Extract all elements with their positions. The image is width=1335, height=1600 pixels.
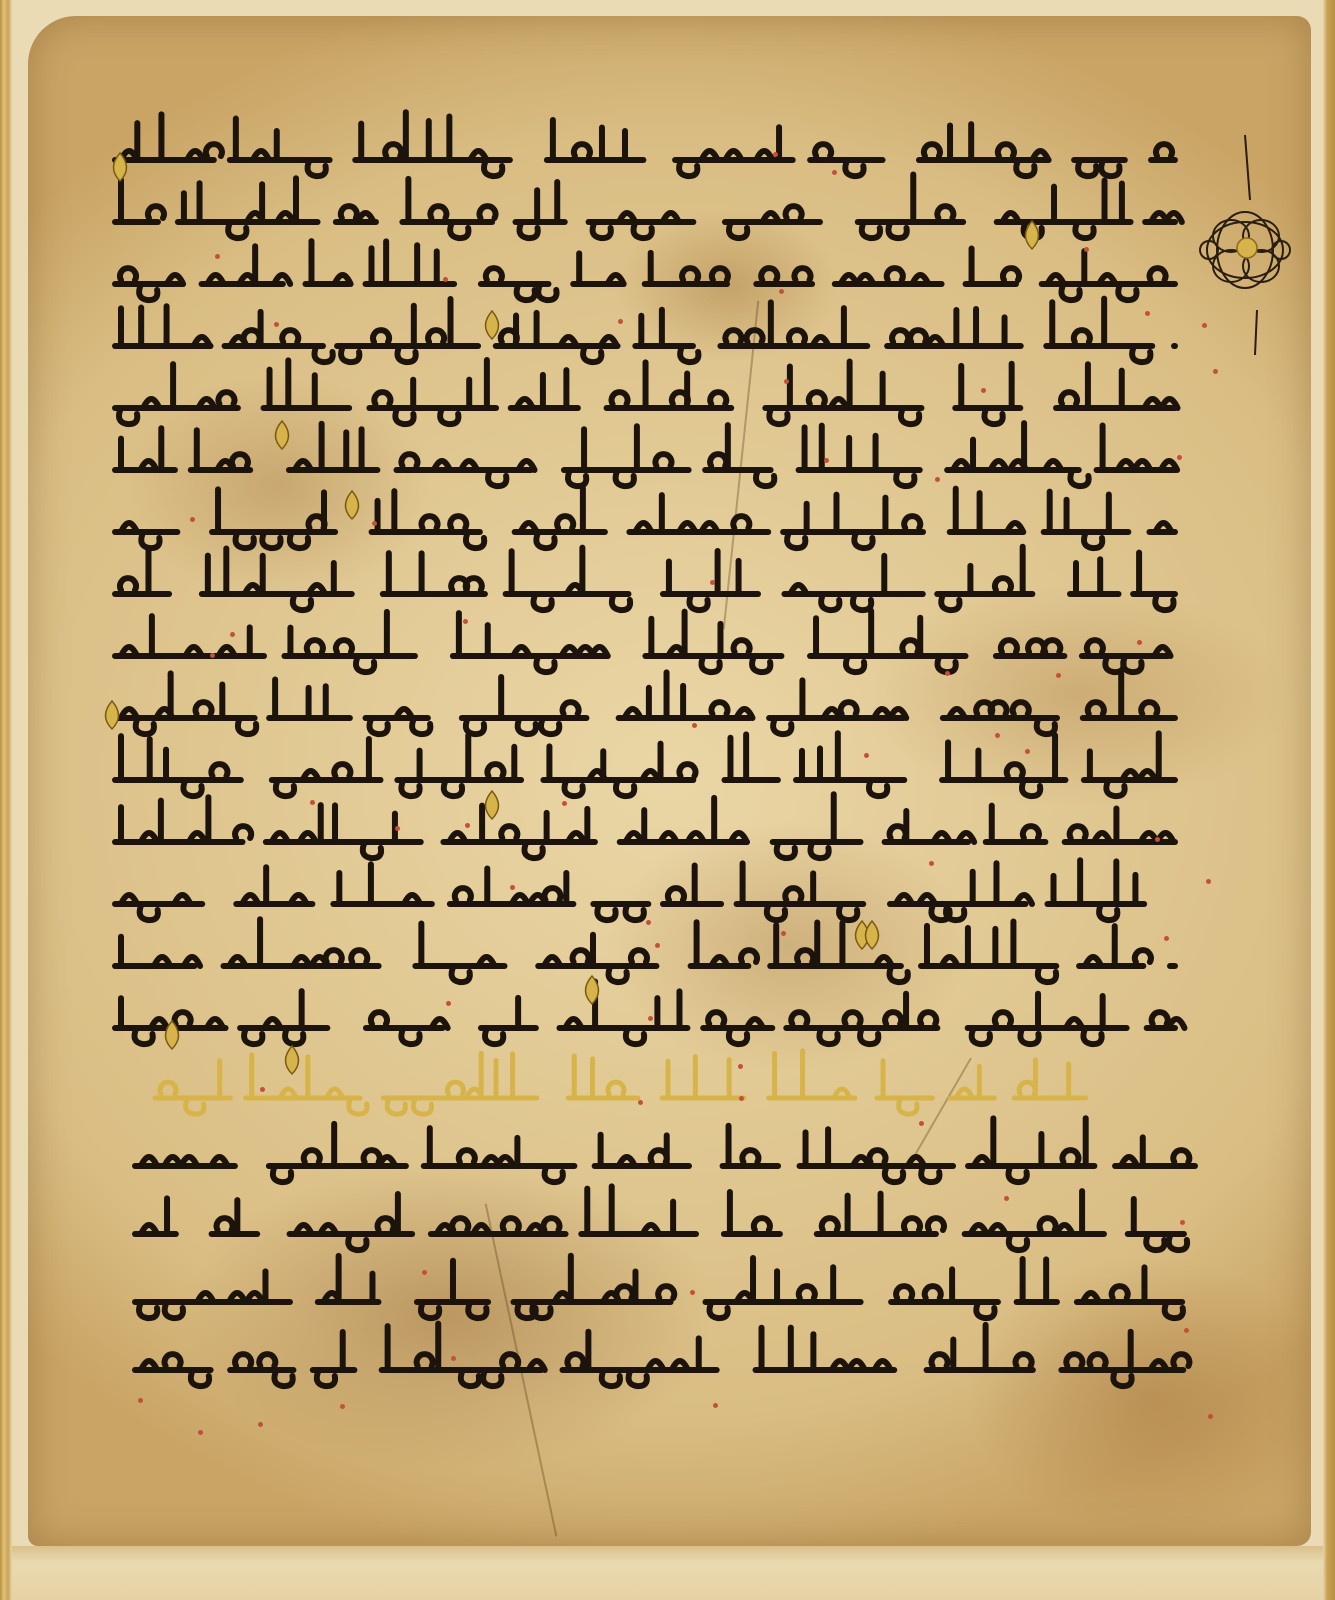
vocalization-dot	[443, 277, 448, 282]
gilt-verse-marker-icon	[95, 698, 129, 732]
vocalization-dot	[648, 1016, 653, 1021]
vocalization-dot	[395, 826, 400, 831]
vocalization-dot	[981, 388, 986, 393]
vocalization-dot	[1084, 247, 1089, 252]
vocalization-dot	[451, 1356, 456, 1361]
kufic-script	[95, 1318, 1305, 1390]
gilt-verse-marker-icon	[265, 418, 299, 452]
gilt-verse-marker-icon	[275, 1043, 309, 1077]
kufic-script	[95, 1114, 1305, 1186]
vocalization-dot	[446, 1001, 451, 1006]
vocalization-dot	[773, 152, 778, 157]
text-line	[95, 976, 1305, 1048]
gilt-verse-marker-icon	[155, 1018, 189, 1052]
vocalization-dot	[1056, 673, 1061, 678]
kufic-script	[95, 976, 1305, 1048]
vocalization-dot	[1184, 1328, 1189, 1333]
gilt-verse-marker-icon	[475, 788, 509, 822]
vocalization-dot	[230, 632, 235, 637]
kufic-text-block	[95, 108, 1305, 1528]
gilt-verse-marker-icon	[1015, 218, 1049, 252]
vocalization-dot	[710, 580, 715, 585]
vocalization-dot	[935, 477, 940, 482]
gilt-verse-marker-icon	[475, 308, 509, 342]
text-line	[95, 1114, 1305, 1186]
vocalization-dot	[422, 1270, 427, 1275]
vocalization-dot	[713, 1403, 718, 1408]
vocalization-dot	[1145, 311, 1150, 316]
gilt-verse-marker-icon	[575, 973, 609, 1007]
vocalization-dot	[929, 861, 934, 866]
vocalization-dot	[1208, 1414, 1213, 1419]
vocalization-dot	[465, 823, 470, 828]
vocalization-dot	[138, 1398, 143, 1403]
vocalization-dot	[784, 379, 789, 384]
text-line	[95, 1250, 1305, 1322]
gilt-verse-marker-icon	[335, 488, 369, 522]
vocalization-dot	[646, 920, 651, 925]
text-line	[95, 1318, 1305, 1390]
vocalization-dot	[1164, 936, 1169, 941]
vocalization-dot	[1213, 369, 1218, 374]
vocalization-dot	[562, 801, 567, 806]
vocalization-dot	[258, 1422, 263, 1427]
vocalization-dot	[919, 1121, 924, 1126]
vocalization-dot	[340, 1404, 345, 1409]
vocalization-dot	[1180, 1220, 1185, 1225]
gilt-verse-marker-icon	[103, 150, 137, 184]
mount-bottom-edge	[12, 1546, 1323, 1600]
text-line	[95, 1182, 1305, 1254]
vocalization-dot	[1004, 1196, 1009, 1201]
kufic-script	[95, 1182, 1305, 1254]
vocalization-dot	[510, 885, 515, 890]
vocalization-dot	[692, 723, 697, 728]
kufic-script	[95, 1250, 1305, 1322]
vocalization-dot	[739, 1096, 744, 1101]
vocalization-dot	[198, 1430, 203, 1435]
vocalization-dot	[310, 800, 315, 805]
gilt-verse-marker-icon	[855, 918, 889, 952]
